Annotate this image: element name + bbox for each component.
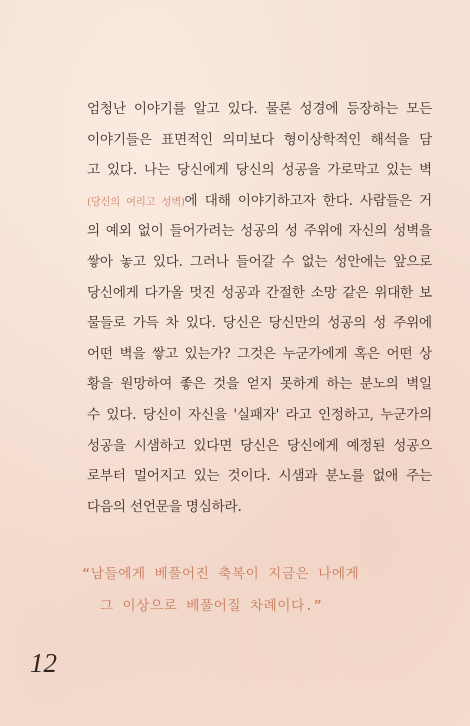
quote-line: “남들에게 베풀어진 축복이 지금은 나에게: [82, 566, 360, 582]
text-line: 다음의 선언문을 명심하라.: [87, 498, 242, 515]
body-paragraph: [87, 94, 432, 522]
text-line: 고 있다. 나는 당신에게 당신의 성공을 가로막고 있는 벽: [87, 162, 432, 179]
text-line: 성공을 시샘하고 있다면 당신은 당신에게 예정된 성공으: [87, 437, 432, 454]
text-line: 수 있다. 당신이 자신을 '실패자' 라고 인정하고, 누군가의: [87, 406, 432, 423]
text-line: 엄청난 이야기를 알고 있다. 물론 성경에 등장하는 모든: [87, 101, 432, 117]
text-line: 어떤 벽을 쌓고 있는가? 그것은 누군가에게 혹은 어떤 상: [87, 345, 432, 362]
text-line: 이야기들은 표면적인 의미보다 형이상학적인 해석을 담: [87, 131, 432, 148]
text-line: 쌓아 놓고 있다. 그러나 들어갈 수 없는 성안에는 앞으로: [87, 253, 432, 270]
page-number: 12: [30, 648, 57, 678]
text-line: 의 예외 없이 들어가려는 성공의 성 주위에 자신의 성벽을: [87, 223, 432, 240]
text-line: 당신에게 다가올 멋진 성공과 간절한 소망 같은 위대한 보: [87, 284, 432, 301]
declaration-quote: [82, 558, 422, 622]
text-line: [87, 186, 432, 217]
text-line: 황을 원망하여 좋은 것을 얻지 못하게 하는 분노의 벽일: [87, 376, 432, 393]
text-line: 물들로 가득 차 있다. 당신은 당신만의 성공의 성 주위에: [87, 315, 432, 332]
text-fragment: 에 대해 이야기하고자 한다. 사람들은 거: [184, 192, 432, 209]
highlighted-phrase: (당신의 여리고 성벽): [87, 195, 185, 208]
quote-line: 그 이상으로 베풀어질 차례이다.”: [100, 598, 323, 614]
text-line: 로부터 멀어지고 있는 것이다. 시샘과 분노를 없애 주는: [87, 468, 432, 485]
